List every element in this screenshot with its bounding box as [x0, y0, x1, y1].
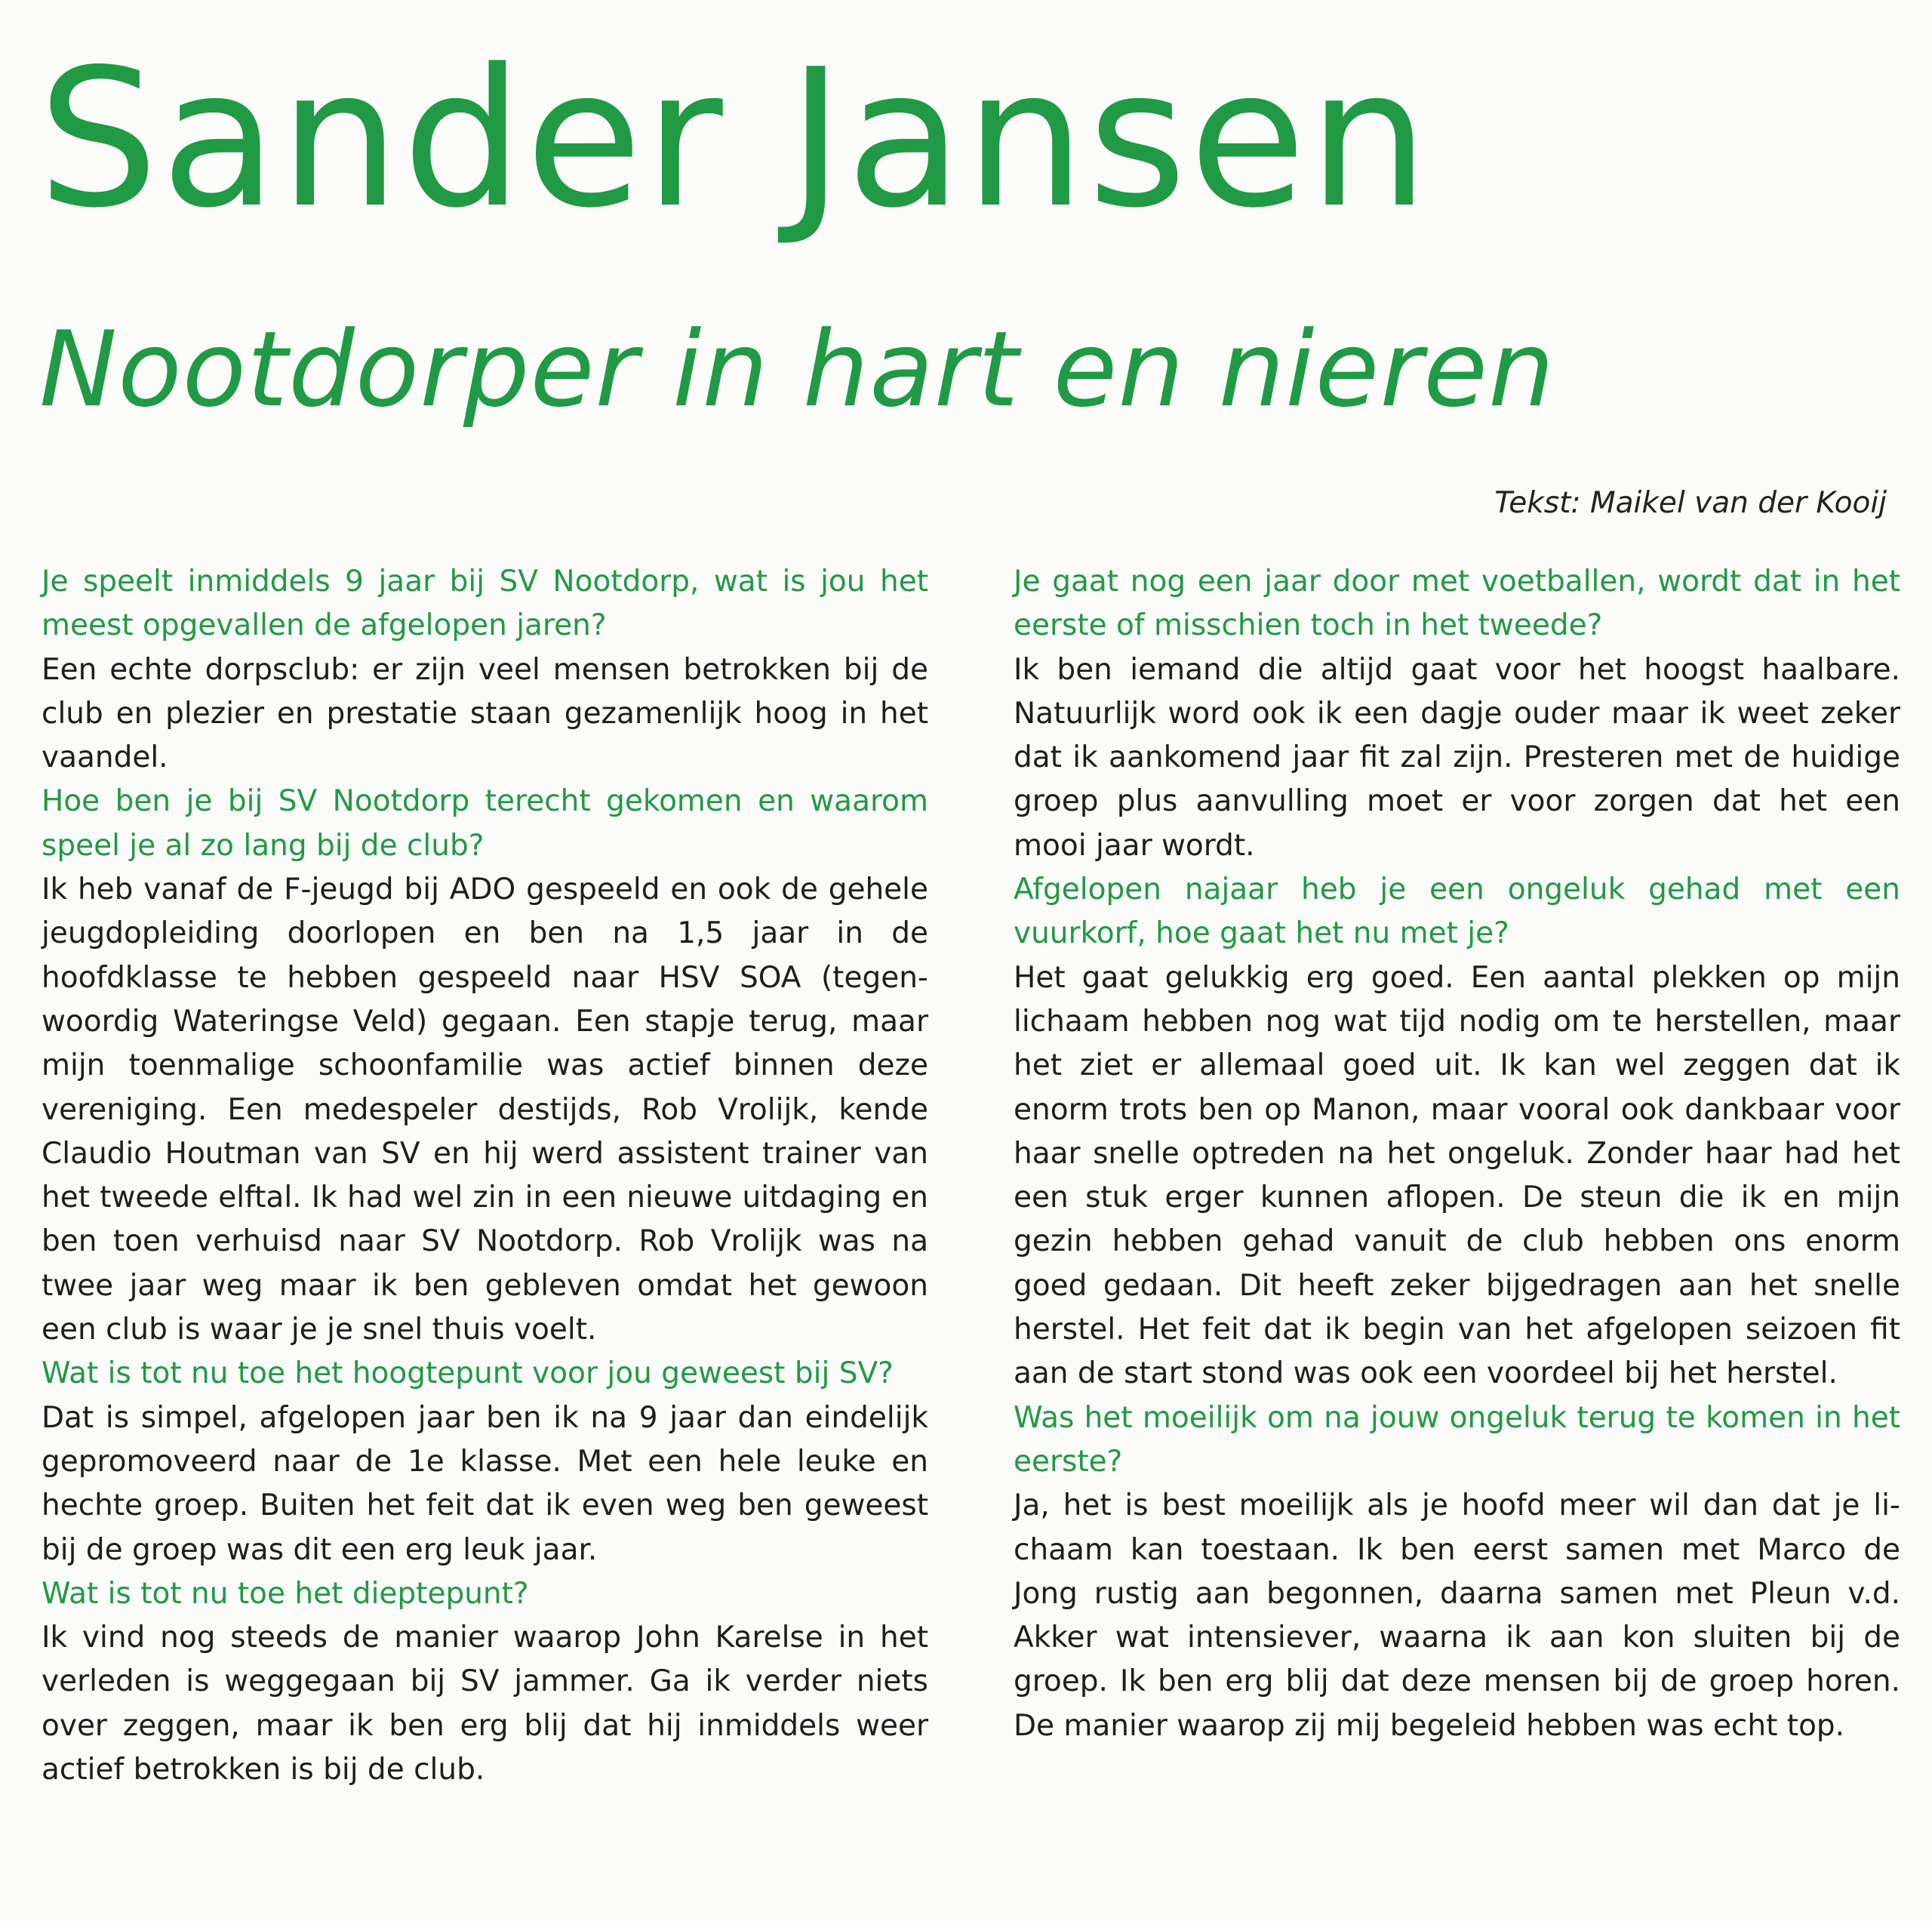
question-2: Hoe ben je bij SV Nootdorp terecht gekomen en waarom speel je al zo lang bij de club?: [42, 784, 928, 863]
question-7: Was het moeilijk om na jouw ongeluk terug te komen in het eerste?: [1014, 1400, 1900, 1479]
question-6: Afgelopen najaar heb je een ongeluk gehad met een vuurkorf, hoe gaat het nu met je?: [1014, 873, 1900, 951]
question-5: Je gaat nog een jaar door met voetballen, wordt dat in het eerste of misschien toch in het tweede?: [1014, 565, 1900, 643]
question-3: Wat is tot nu toe het hoogtepunt voor jou geweest bij SV?: [42, 1356, 894, 1391]
answer-6: Het gaat gelukkig erg goed. Een aantal plekken op mijn lichaam hebben nog wat tijd nodig om te herstellen, maar het ziet er allemaal goed uit. Ik kan wel zeggen dat ik enorm trots ben op Manon, maar vooral ook dankbaar voor haar snelle optreden na het ongeluk. Zonder haar had het een stuk erger kunnen aflopen. De steun die ik en mijn gezin hebben gehad vanuit de club hebben ons enorm goed gedaan. Dit heeft zeker bijgedragen aan het snelle herstel. Het feit dat ik begin van het afgelopen seizoen fit aan de start stond was ook een voordeel bij het herstel.: [1014, 960, 1900, 1391]
article-title: Sander Jansen: [38, 29, 1432, 250]
article-subtitle: Nootdorper in hart en nieren: [39, 309, 1555, 430]
question-1: Je speelt inmiddels 9 jaar bij SV Nootdorp, wat is jou het meest opgevallen de afgelopen jaren?: [42, 565, 928, 643]
answer-2: Ik heb vanaf de F-jeugd bij ADO gespeeld en ook de gehele jeugdopleiding doorlopen en ben na 1,5 jaar in de hoofdklasse te hebben gespeeld naar HSV SOA (tegenwoordig Wateringse Veld) gegaan. Een stapje terug, maar mijn toenmalige schoonfamilie was actief binnen deze vereniging. Een medespeler destijds, Rob Vrolijk, kende Claudio Houtman van SV en hij werd assistent trainer van het tweede elftal. Ik had wel zin in een nieuwe uitdaging en ben toen verhuisd naar SV Nootdorp. Rob Vrolijk was na twee jaar weg maar ik ben gebleven omdat het gewoon een club is waar je je snel thuis voelt.: [42, 873, 928, 1347]
answer-4: Ik vind nog steeds de manier waarop John Karelse in het verleden is weggegaan bij SV jammer. Ga ik verder niets over zeggen, maar ik ben erg blij dat hij inmiddels weer actief betrokken is bij de club.: [42, 1621, 928, 1787]
right-column: [1014, 560, 1900, 1748]
answer-7: Ja, het is best moeilijk als je hoofd meer wil dan dat je lichaam kan toestaan. Ik ben eerst samen met Marco de Jong rustig aan begonnen, daarna samen met Pleun v.d. Akker wat intensiever, waarna ik aan kon sluiten bij de groep. Ik ben erg blij dat deze mensen bij de groep horen. De manier waarop zij mij begeleid hebben was echt top.: [1014, 1488, 1900, 1743]
byline: Tekst: Maikel van der Kooij: [1494, 486, 1887, 520]
answer-3: Dat is simpel, afgelopen jaar ben ik na 9 jaar dan eindelijk gepromoveerd naar de 1e klasse. Met een hele leuke en hechte groep. Buiten het feit dat ik even weg ben geweest bij de groep was dit een erg leuk jaar.: [42, 1400, 928, 1567]
question-4: Wat is tot nu toe het dieptepunt?: [42, 1576, 529, 1611]
answer-1: Een echte dorpsclub: er zijn veel mensen betrokken bij de club en plezier en prestatie staan gezamenlijk hoog in het vaandel.: [42, 652, 928, 775]
left-column: [42, 560, 928, 1792]
answer-5: Ik ben iemand die altijd gaat voor het hoogst haalbare. Natuurlijk word ook ik een dagje ouder maar ik weet zeker dat ik aankomend jaar fit zal zijn. Presteren met de huidige groep plus aanvulling moet er voor zorgen dat het een mooi jaar wordt.: [1014, 652, 1900, 863]
